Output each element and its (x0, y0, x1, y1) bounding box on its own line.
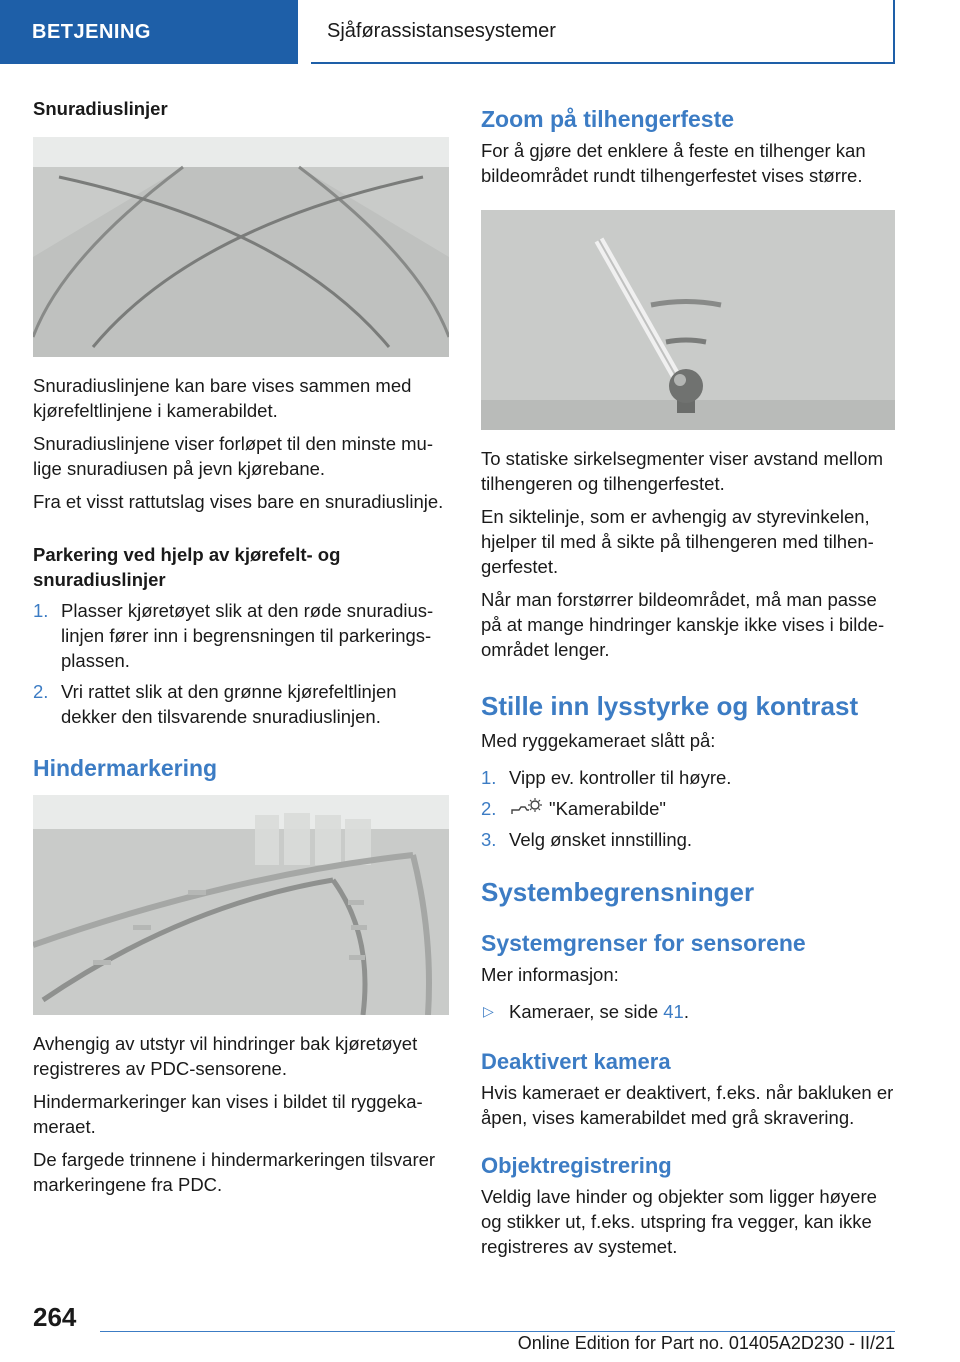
page-link[interactable]: 41 (663, 1001, 684, 1022)
more-info-list (481, 999, 895, 1024)
list-item: 1. Vipp ev. kontroller til høyre. (481, 767, 732, 788)
para-turning-3: Fra et visst rattutslag vises bare en snuradiuslinje. (33, 491, 444, 512)
header-divider (299, 0, 311, 64)
list-item: 2. Vri rattet slik at den grønne kjørefeltlinjen dekker den tilsvarende snuradiuslinjen. (33, 681, 397, 727)
heading-brightness: Stille inn lysstyrke og kontrast (481, 691, 859, 721)
heading-camera-deactivated: Deaktivert kamera (481, 1049, 671, 1074)
brightness-steps (481, 765, 895, 852)
heading-object-detection: Objektregistrering (481, 1153, 672, 1178)
header-title: Sjåførassistansesystemer (311, 0, 895, 64)
triangle-bullet-icon: ▷ (483, 1003, 494, 1019)
para-zoom-4: Når man forstørrer bildeområdet, må man passe på at mange hindringer kanskje ikke vises i bildeområdet lenger. (481, 589, 885, 660)
left-column (33, 96, 449, 1205)
para-camera-deactivated: Hvis kameraet er deaktivert, f.eks. når bakluken er åpen, vises kamerabildet med grå skravering. (481, 1082, 894, 1128)
header-section: BETJENING (0, 0, 298, 64)
heading-system-limits: Systembegrensninger (481, 877, 755, 907)
para-object-detection: Veldig lave hinder og objekter som ligger høyere og stikker ut, f.eks. utspring fra vegger, kan ikke registreres av systemet. (481, 1186, 877, 1257)
parking-steps (33, 598, 449, 729)
heading-obstacle: Hindermarkering (33, 755, 218, 781)
page-number: 264 (33, 1302, 77, 1332)
para-obstacle-1: Avhengig av utstyr vil hindringer bak kjøretøyet registreres av PDC-sensorene. (33, 1033, 418, 1079)
para-obstacle-2: Hindermarkeringer kan vises i bildet til ryggekameraet. (33, 1091, 423, 1137)
para-turning-1: Snuradiuslinjene kan bare vises sammen med kjørefeltlinjene i kamerabildet. (33, 375, 412, 421)
para-zoom-1: For å gjøre det enklere å feste en tilhenger kan bildeområdet rundt tilhengerfestet vises større. (481, 140, 866, 186)
para-zoom-2: To statiske sirkelsegmenter viser avstand mellom tilhengeren og tilhengerfestet. (481, 448, 884, 494)
heading-sensor-limits: Systemgrenser for sensorene (481, 930, 806, 956)
obstacle-marking-image (33, 795, 449, 1015)
footer-edition: Online Edition for Part no. 01405A2D230 - II/21 (517, 1333, 895, 1353)
para-obstacle-3: De fargede trinnene i hindermarkeringen tilsvarer markeringene fra PDC. (33, 1149, 436, 1195)
para-more-info: Mer informasjon: (481, 964, 619, 985)
para-turning-2: Snuradiuslinjene viser forløpet til den minste mulige snuradiusen på jevn kjørebane. (33, 433, 433, 479)
list-item: 3. Velg ønsket innstilling. (481, 829, 693, 850)
heading-parking: Parkering ved hjelp av kjørefelt- og snuradiuslinjer (33, 544, 341, 590)
list-item: 2. "Kamerabilde" (481, 798, 666, 819)
para-brightness: Med ryggekameraet slått på: (481, 730, 716, 751)
turning-radius-image (33, 137, 449, 357)
footer-divider (100, 1331, 895, 1332)
hitch-zoom-image (481, 210, 895, 430)
heading-zoom-hitch: Zoom på tilhengerfeste (481, 106, 735, 132)
para-zoom-3: En siktelinje, som er avhengig av styrevinkelen, hjelper til med å sikte på tilhengeren med tilhengerfestet. (481, 506, 874, 577)
camera-settings-icon (509, 797, 543, 819)
list-item: 1. Plasser kjøretøyet slik at den røde snuradiuslinjen fører inn i begrensningen til parkeringsplassen. (33, 600, 434, 671)
heading-turning-radius: Snuradiuslinjer (33, 98, 168, 119)
list-item: ▷ Kameraer, se side 41. (483, 1001, 689, 1022)
right-column (481, 104, 895, 1267)
